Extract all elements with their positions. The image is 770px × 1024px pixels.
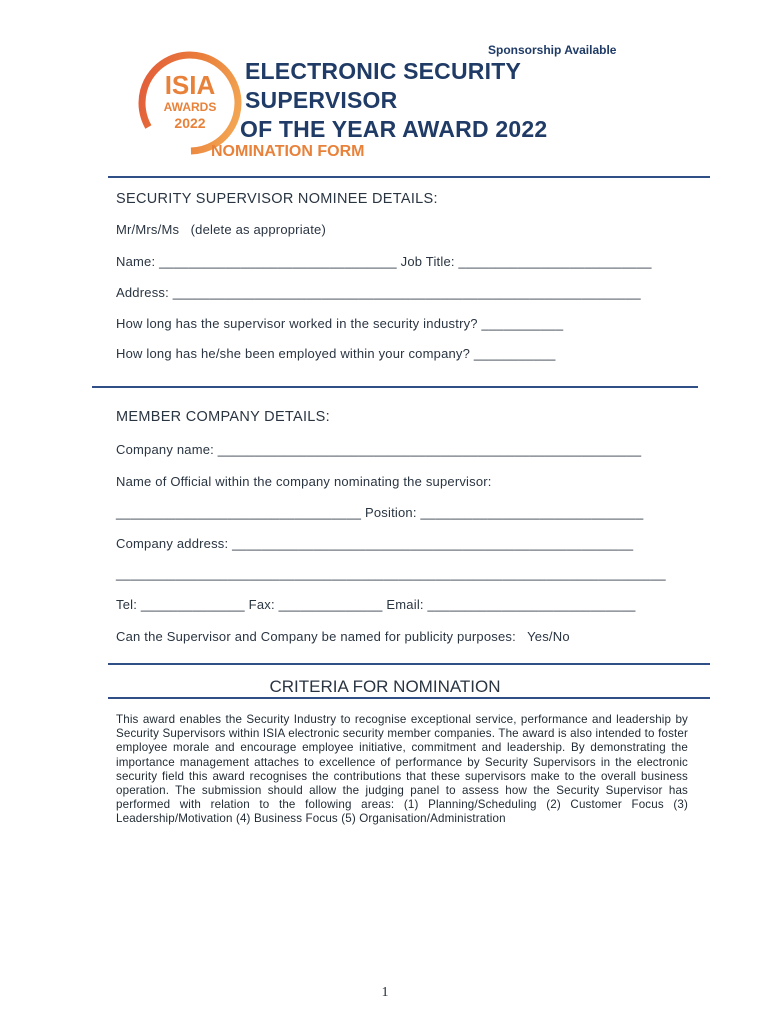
sponsorship-note: Sponsorship Available	[488, 43, 617, 57]
nominating-official-label: Name of Official within the company nominating the supervisor:	[116, 474, 492, 489]
award-title-line-1: ELECTRONIC SECURITY	[245, 58, 521, 84]
publicity-consent-field[interactable]: Can the Supervisor and Company be named for publicity purposes: Yes/No	[116, 629, 570, 644]
company-name-field[interactable]: Company name: _________________________________________________________	[116, 442, 642, 457]
isia-awards-logo	[135, 48, 245, 158]
company-address-field[interactable]: Company address: ______________________________________________________	[116, 536, 634, 551]
company-address-field-line-2[interactable]: __________________________________________________________________________	[116, 566, 666, 581]
logo-text-year: 2022	[174, 115, 206, 131]
official-position-field[interactable]: _________________________________ Position: ______________________________	[116, 505, 644, 520]
criteria-heading: CRITERIA FOR NOMINATION	[269, 677, 501, 696]
member-section-heading: MEMBER COMPANY DETAILS:	[116, 409, 330, 425]
contact-details-field[interactable]: Tel: ______________ Fax: ______________ Email: ____________________________	[116, 597, 636, 612]
name-job-title-field[interactable]: Name: ________________________________ Job Title: __________________________	[116, 254, 652, 269]
nomination-form-subtitle: NOMINATION FORM	[211, 143, 365, 160]
logo-text-awards: AWARDS	[163, 100, 217, 114]
logo-text-isia: ISIA	[164, 70, 216, 100]
address-field[interactable]: Address: _______________________________________________________________	[116, 285, 641, 300]
page-number: 1	[381, 985, 389, 1000]
section-divider	[108, 663, 710, 665]
section-divider	[108, 176, 710, 178]
nominee-section-heading: SECURITY SUPERVISOR NOMINEE DETAILS:	[116, 191, 438, 207]
industry-experience-field[interactable]: How long has the supervisor worked in the security industry? ___________	[116, 316, 564, 331]
award-title-line-2: SUPERVISOR	[245, 87, 398, 113]
section-divider	[92, 386, 698, 388]
criteria-description: This award enables the Security Industry to recognise exceptional service, performance and leadership by Security Supervisors within ISIA electronic security member companies. The award is also intended to foster employee morale and encourage employee initiative, commitment and leadership. By demonstrating the importance management attaches to excellence of performance by Security Supervisors in the electronic security field this award recognises the contributions that these supervisors make to the overall business operation. The submission should allow the judging panel to assess how the Security Supervisor has performed with relation to the following areas: (1) Planning/Scheduling (2) Customer Focus (3) Leadership/Motivation (4) Business Focus (5) Organisation/Administration	[116, 713, 688, 826]
section-divider	[108, 697, 710, 699]
award-title-line-3: OF THE YEAR AWARD 2022	[240, 116, 548, 142]
company-tenure-field[interactable]: How long has he/she been employed within your company? ___________	[116, 346, 556, 361]
salutation-field[interactable]: Mr/Mrs/Ms (delete as appropriate)	[116, 222, 327, 237]
